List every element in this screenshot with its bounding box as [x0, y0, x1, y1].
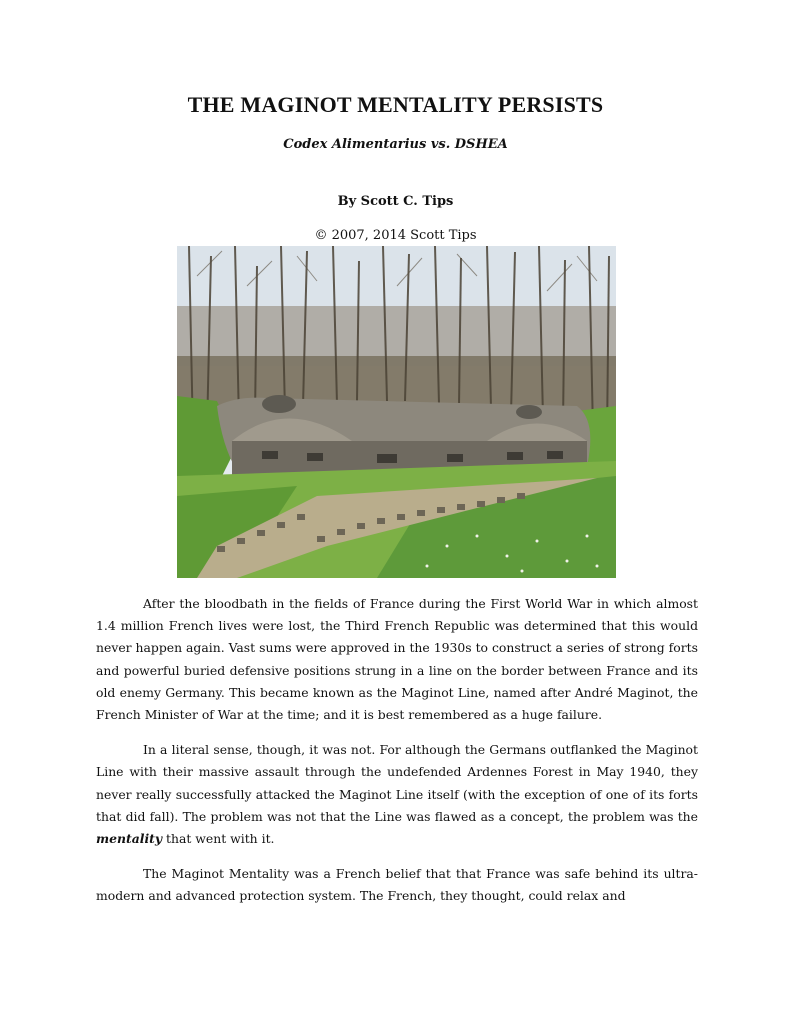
fort-photo-illustration [177, 246, 616, 578]
emphasis-mentality: mentality [96, 831, 163, 847]
paragraph-2-part-2: that went with it. [162, 831, 275, 847]
paragraph-2-part-1: In a literal sense, though, it was not. For although the Germans outflanked the Maginot Line with their massive assault through the undefended Ardennes Forest in May 1940, they never really successfully attacked the Maginot Line itself (with the exception of one of its forts that did fall). The problem was not that the Line was flawed as a concept, the problem was the [96, 742, 698, 824]
copyright-line: © 2007, 2014 Scott Tips [314, 228, 477, 243]
document-subtitle: Codex Alimentarius vs. DSHEA [283, 137, 508, 152]
paragraph-3: The Maginot Mentality was a French belief that that France was safe behind its ultra-modern and advanced protection system. The French, they thought, could relax and [96, 866, 698, 904]
document-title: THE MAGINOT MENTALITY PERSISTS [187, 92, 604, 117]
maginot-fort-photo [177, 246, 616, 578]
paragraph-1: After the bloodbath in the fields of France during the First World War in which almost 1.4 million French lives were lost, the Third French Republic was determined that this would never happen again. Vast sums were approved in the 1930s to construct a series of strong forts and powerful buried defensive positions strung in a line on the border between France and its old enemy Germany. This became known as the Maginot Line, named after André Maginot, the French Minister of War at the time; and it is best remembered as a huge failure. [96, 596, 698, 723]
author-byline: By Scott C. Tips [337, 194, 454, 209]
paragraph-2 [96, 739, 698, 850]
article-body [96, 593, 698, 921]
